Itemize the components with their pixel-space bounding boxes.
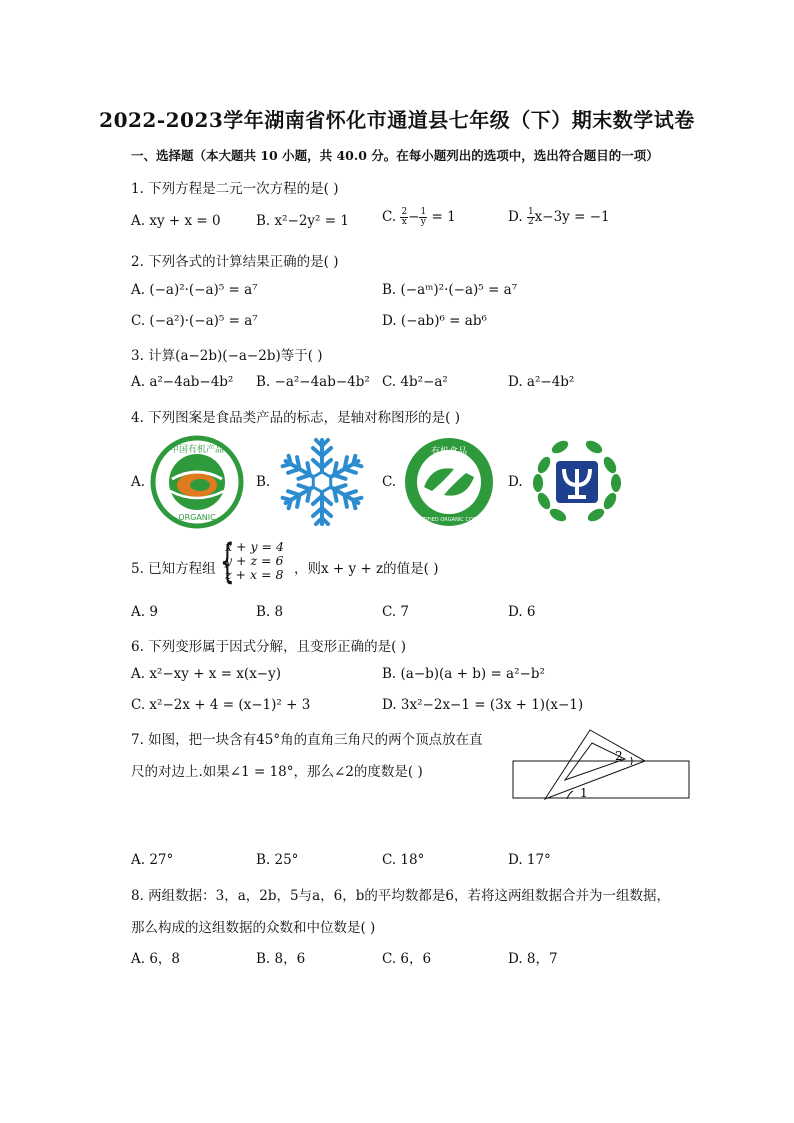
question-5-stem-prefix: 5. 已知方程组 bbox=[131, 561, 216, 577]
q8-option-d: D. 8，7 bbox=[508, 951, 558, 967]
q2-option-d: D. (−ab)⁶ = ab⁶ bbox=[382, 313, 487, 329]
q6-option-c: C. x²−2x + 4 = (x−1)² + 3 bbox=[131, 697, 311, 713]
q6-option-b: B. (a−b)(a + b) = a²−b² bbox=[382, 666, 545, 682]
question-3-stem: 3. 计算(a−2b)(−a−2b)等于( ) bbox=[131, 348, 323, 364]
question-6-stem: 6. 下列变形属于因式分解，且变形正确的是( ) bbox=[131, 639, 406, 655]
angle-2-label: 2 bbox=[615, 749, 623, 763]
organic-food-logo bbox=[402, 435, 496, 529]
question-4-stem: 4. 下列图案是食品类产品的标志，是轴对称图形的是( ) bbox=[131, 410, 460, 426]
q3-option-b: B. −a²−4ab−4b² bbox=[256, 374, 370, 390]
q5-option-d: D. 6 bbox=[508, 604, 536, 620]
q5-option-c: C. 7 bbox=[382, 604, 410, 620]
q8-option-c: C. 6，6 bbox=[382, 951, 432, 967]
ruler-triangle-figure bbox=[505, 725, 695, 805]
q7-option-b: B. 25° bbox=[256, 852, 299, 868]
q5-option-b: B. 8 bbox=[256, 604, 284, 620]
wreath-emblem-logo bbox=[530, 435, 624, 529]
q4-option-c: C. bbox=[382, 474, 397, 490]
q2-option-a: A. (−a)²·(−a)⁵ = a⁷ bbox=[131, 282, 258, 298]
question-5-stem-suffix: ，则x + y + z的值是( ) bbox=[294, 561, 439, 577]
section-heading: 一、选择题（本大题共 10 小题，共 40.0 分。在每小题列出的选项中，选出符合题目的一项） bbox=[131, 148, 659, 163]
question-8-line-1: 8. 两组数据：3，a，2b，5与a，6，b的平均数都是6，若将这两组数据合并为一组数据， bbox=[131, 888, 670, 904]
question-7-line-1: 7. 如图，把一块含有45°角的直角三角尺的两个顶点放在直 bbox=[131, 732, 483, 748]
q1-option-b: B. x²−2y² = 1 bbox=[256, 213, 349, 229]
q6-option-d: D. 3x²−2x−1 = (3x + 1)(x−1) bbox=[382, 697, 584, 713]
question-2-stem: 2. 下列各式的计算结果正确的是( ) bbox=[131, 254, 339, 270]
organic-logo-ring-text: 中国有机产品 bbox=[169, 445, 225, 455]
q2-option-b: B. (−aᵐ)²·(−a)⁵ = a⁷ bbox=[382, 282, 518, 298]
q4-option-a: A. bbox=[131, 474, 146, 490]
system-brace: { bbox=[220, 534, 235, 588]
equation-system bbox=[225, 540, 284, 582]
q6-option-a: A. x²−xy + x = x(x−y) bbox=[131, 666, 282, 682]
question-7-line-2: 尺的对边上.如果∠1 = 18°，那么∠2的度数是( ) bbox=[131, 764, 423, 780]
q8-option-a: A. 6，8 bbox=[131, 951, 181, 967]
q7-option-d: D. 17° bbox=[508, 852, 551, 868]
equation-1: x + y = 4 bbox=[225, 539, 284, 554]
snowflake-icon bbox=[275, 435, 369, 529]
q2-option-c: C. (−a²)·(−a)⁵ = a⁷ bbox=[131, 313, 258, 329]
q4-option-b: B. bbox=[256, 474, 271, 490]
q3-option-d: D. a²−4b² bbox=[508, 374, 575, 390]
angle-1-label: 1 bbox=[580, 786, 588, 800]
organic-food-bottom-text: CERTIFIED ORGANIC COFFEE bbox=[413, 517, 485, 523]
question-8-line-2: 那么构成的这组数据的众数和中位数是( ) bbox=[131, 920, 376, 936]
organic-product-logo bbox=[150, 435, 244, 529]
q4-option-d: D. bbox=[508, 474, 523, 490]
organic-food-top-text: 有机食品 bbox=[430, 447, 468, 457]
q7-option-c: C. 18° bbox=[382, 852, 425, 868]
equation-3: z + x = 8 bbox=[225, 567, 284, 582]
organic-logo-bottom-text: ORGANIC bbox=[178, 513, 216, 522]
equation-2: y + z = 6 bbox=[225, 553, 284, 568]
q3-option-a: A. a²−4ab−4b² bbox=[131, 374, 234, 390]
q1-option-a: A. xy + x = 0 bbox=[131, 213, 221, 229]
q3-option-c: C. 4b²−a² bbox=[382, 374, 448, 390]
page-title: 2022-2023学年湖南省怀化市通道县七年级（下）期末数学试卷 bbox=[99, 108, 695, 132]
q1-option-d: D. $\frac{1}{2}$ x−3y = −1 bbox=[508, 207, 610, 227]
q1-option-c: C. $\frac{2}{x}$ − $\frac{1}{y}$ = 1 bbox=[382, 207, 456, 227]
q7-option-a: A. 27° bbox=[131, 852, 174, 868]
q8-option-b: B. 8，6 bbox=[256, 951, 306, 967]
q5-option-a: A. 9 bbox=[131, 604, 158, 620]
question-1-stem: 1. 下列方程是二元一次方程的是( ) bbox=[131, 181, 339, 197]
